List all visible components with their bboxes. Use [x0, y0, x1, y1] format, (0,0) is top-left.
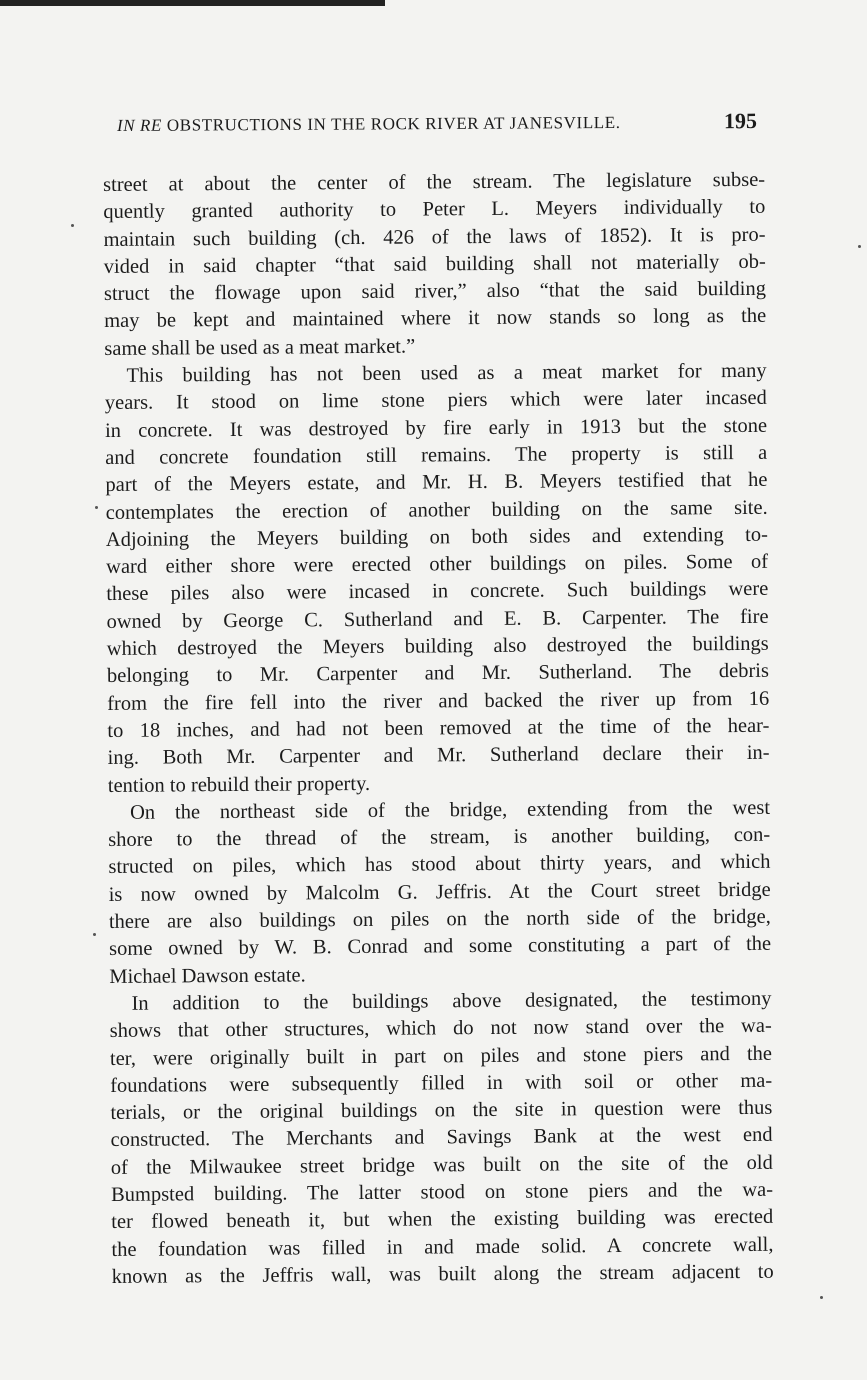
text-line: terials, or the original buildings on the site in question were thus — [110, 1096, 773, 1125]
page-number: 195 — [723, 108, 758, 134]
text-line: from the fire fell into the river and backed the river up from 16 — [107, 687, 770, 715]
scan-speck — [820, 1296, 823, 1299]
text-line: of the Milwaukee street bridge was built on the site of the old — [110, 1151, 773, 1179]
text-line: constructed. The Merchants and Savings Bank at the west end — [110, 1124, 773, 1152]
scan-speck — [93, 933, 96, 936]
text-line: contemplates the erection of another building on the same site. — [105, 496, 768, 524]
text-line: same shall be used as a meat market.” — [104, 335, 416, 360]
text-line: ward either shore were erected other buildings on piles. Some of — [106, 550, 769, 579]
scan-speck — [71, 224, 74, 227]
text-line: ter flowed beneath it, but when the existing building was erected — [111, 1206, 774, 1234]
text-line: Adjoining the Meyers building on both sides and extending to- — [105, 523, 768, 551]
text-line: ing. Both Mr. Carpenter and Mr. Sutherland declare their in- — [107, 742, 770, 770]
text-line: Bumpsted building. The latter stood on stone piers and the wa- — [110, 1178, 774, 1206]
paragraph-first-line: On the northeast side of the bridge, extending from the west — [129, 796, 771, 824]
text-line: and concrete foundation still remains. The property is still a — [105, 441, 768, 469]
text-line: may be kept and maintained where it now stands so long as the — [104, 305, 767, 333]
text-line: some owned by W. B. Conrad and some constituting a part of the — [109, 933, 772, 961]
text-line: Michael Dawson estate. — [109, 964, 306, 988]
text-line: foundations were subsequently filled in with soil or other ma- — [110, 1069, 773, 1097]
scan-speck — [858, 245, 861, 248]
running-head — [116, 108, 758, 150]
text-line: to 18 inches, and had not been removed at the time of the hear- — [107, 714, 770, 742]
text-line: belonging to Mr. Carpenter and Mr. Sutherland. The debris — [106, 660, 770, 688]
text-line: is now owned by Malcolm G. Jeffris. At the Court street bridge — [108, 878, 771, 906]
text-line: struct the flowage upon said river,” also “that the said building — [103, 277, 767, 306]
text-line: known as the Jeffris wall, was built along the stream adjacent to — [111, 1260, 774, 1288]
text-line: tention to rebuild their property. — [107, 772, 371, 797]
paragraph-first-line: In addition to the buildings above designated, the testimony — [131, 987, 772, 1015]
scan-speck — [95, 506, 98, 509]
text-line: street at about the center of the stream. The legislature subse- — [103, 168, 766, 196]
text-line: in concrete. It was destroyed by fire early in 1913 but the stone — [104, 414, 768, 442]
text-line: which destroyed the Meyers building also destroyed the buildings — [106, 632, 769, 661]
text-line: years. It stood on lime stone piers which were later incased — [104, 387, 767, 415]
running-head-title: OBSTRUCTIONS IN THE ROCK RIVER AT JANESVILLE. — [166, 112, 621, 135]
text-line: the foundation was filled in and made solid. A concrete wall, — [111, 1233, 774, 1261]
running-head-case-prefix: IN RE — [116, 115, 163, 135]
text-line: structed on piles, which has stood about thirty years, and which — [108, 851, 771, 879]
text-line: there are also buildings on piles on the north side of the bridge, — [108, 905, 771, 933]
text-line: shows that other structures, which do not now stand over the wa- — [109, 1014, 772, 1043]
text-line: ter, were originally built in part on piles and stone piers and the — [109, 1042, 773, 1070]
text-line: owned by George C. Sutherland and E. B. Carpenter. The fire — [106, 605, 769, 633]
text-line: maintain such building (ch. 426 of the laws of 1852). It is pro- — [103, 223, 766, 251]
text-line: these piles also were incased in concrete. Such buildings were — [106, 578, 769, 606]
text-line: quently granted authority to Peter L. Meyers individually to — [103, 196, 766, 224]
body-text — [103, 167, 774, 1291]
text-line: part of the Meyers estate, and Mr. H. B. Meyers testified that he — [105, 469, 768, 497]
top-edge-rule — [0, 0, 385, 6]
text-line: shore to the thread of the stream, is another building, con- — [108, 823, 771, 852]
text-line: vided in said chapter “that said building shall not materially ob- — [103, 250, 766, 278]
paragraph-first-line: This building has not been used as a meat market for many — [126, 359, 767, 387]
